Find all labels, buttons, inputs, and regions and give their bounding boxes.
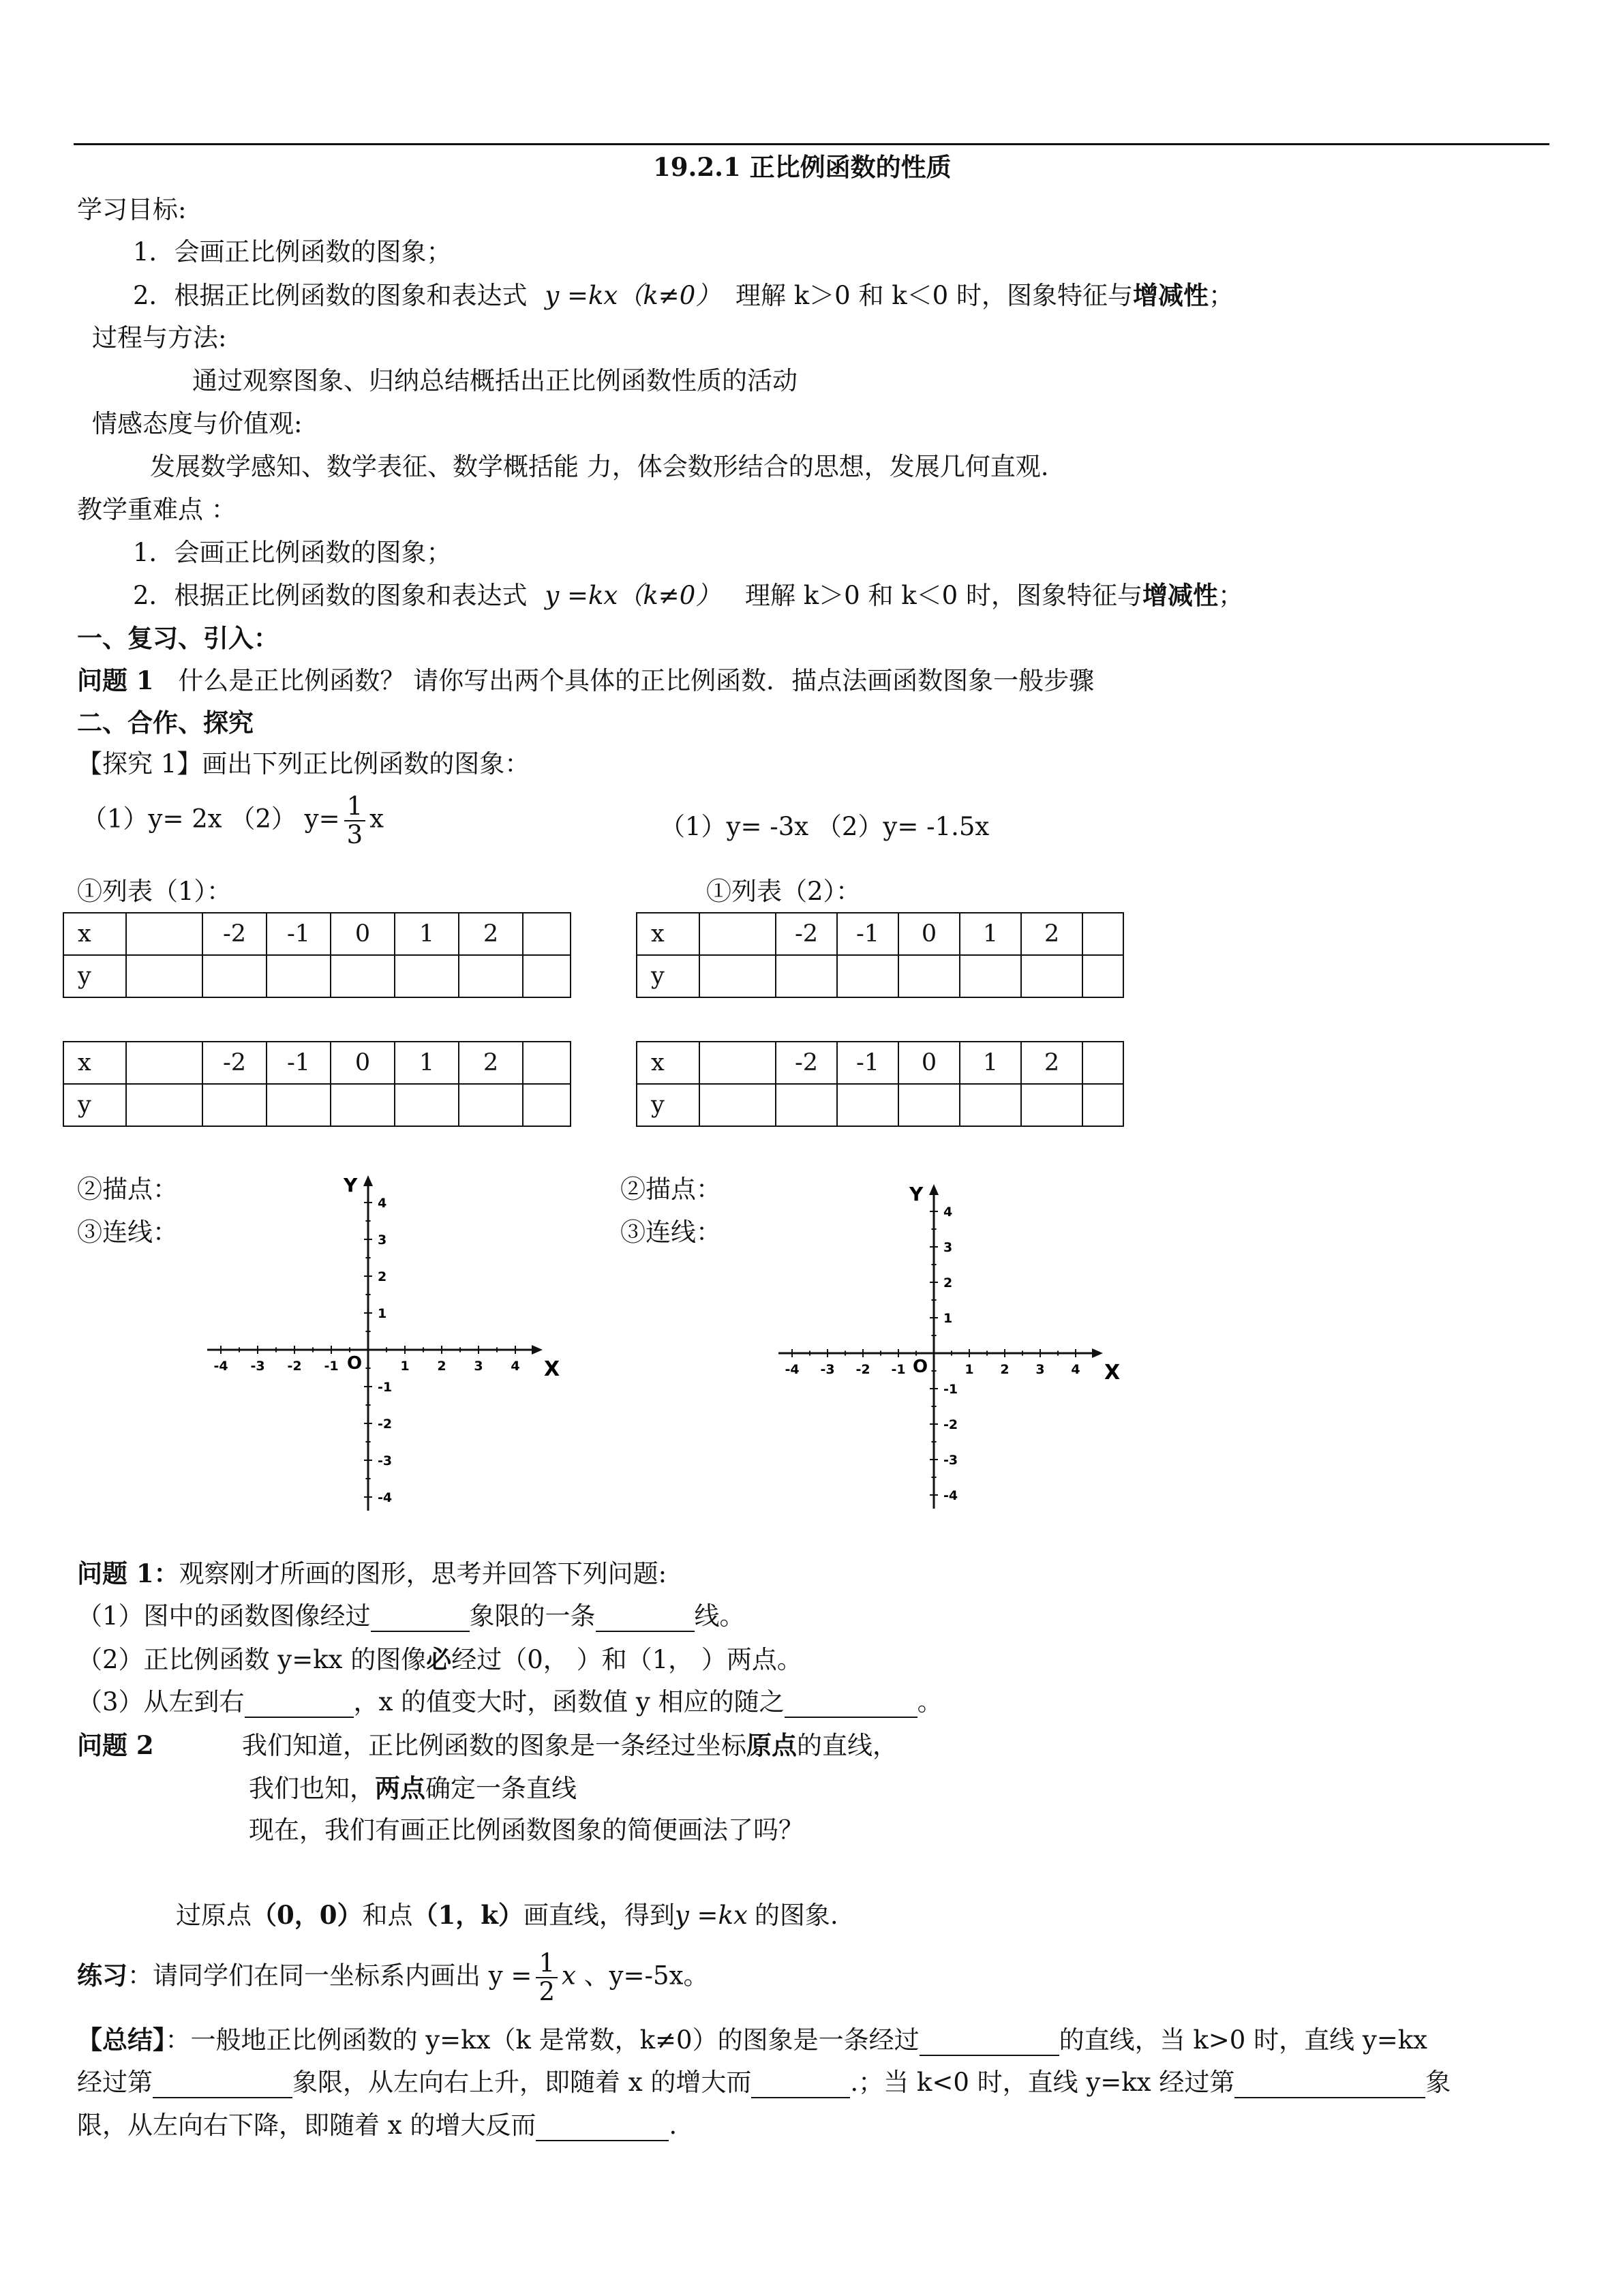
y-axis-arrow-icon	[363, 1175, 373, 1186]
value-table: x -2 -1 0 1 2 y	[636, 912, 1124, 998]
x-tick-label: -2	[855, 1362, 870, 1377]
origin-label: O	[912, 1357, 928, 1377]
step-plot: ②描点：	[620, 1175, 721, 1204]
x-tick-label: -3	[820, 1362, 835, 1377]
step-connect: ③连线：	[620, 1218, 721, 1247]
keypoint-2: 2．根据正比例函数的图象和表达式 y =kx（k≠0） 理解 k＞0 和 k＜0 时，图象特征与增减性；	[133, 580, 1243, 610]
y-tick-label: 1	[943, 1311, 953, 1326]
y-axis-arrow-icon	[929, 1184, 939, 1195]
value-table: x -2 -1 0 1 2 y	[63, 912, 571, 998]
y-tick-label: -3	[378, 1453, 393, 1468]
question1-line3: （3）从左到右 ，x 的值变大时，函数值 y 相应的随之 。	[77, 1687, 943, 1717]
fraction-one-half: $\frac{1}{2}$	[536, 1950, 558, 2006]
x-tick-label: 3	[1035, 1362, 1045, 1377]
x-tick-label: -4	[213, 1359, 228, 1374]
question1-line1: （1）图中的函数图像经过 象限的一条 线。	[77, 1601, 745, 1631]
value-table: x -2 -1 0 1 2 y	[63, 1041, 571, 1127]
question2-line2: 我们也知，两点确定一条直线	[249, 1773, 577, 1803]
y-tick-label: -2	[943, 1417, 958, 1432]
y-tick-label: -3	[943, 1453, 958, 1468]
y-tick-label: 2	[378, 1269, 387, 1284]
summary-line3: 限，从左向右下降，即随着 x 的增大反而 .	[77, 2111, 678, 2140]
practice: 练习：请同学们在同一坐标系内画出 y = $\frac{1}{2}$ x 、y=-5x。	[77, 1948, 709, 2006]
x-tick-label: -2	[287, 1359, 302, 1374]
x-tick-label: 1	[965, 1362, 974, 1377]
y-tick-label: 3	[378, 1233, 387, 1248]
y-axis-label: Y	[909, 1183, 924, 1205]
keypoint-1: 1．会画正比例函数的图象；	[133, 538, 452, 567]
drawing-method: 过原点（0，0）和点（1，k）画直线，得到y =kx 的图象.	[176, 1900, 838, 1930]
section1-heading: 一、复习、引入：	[77, 623, 279, 653]
left-table-label: ①列表（1）：	[77, 877, 232, 906]
right-table-label: ①列表（2）：	[706, 877, 862, 906]
summary-line1: 【总结】：一般地正比例函数的 y=kx（k 是常数，k≠0）的图象是一条经过 的直线，当 k>0 时，直线 y=kx	[77, 2025, 1428, 2055]
origin-label: O	[346, 1353, 363, 1374]
x-tick-label: 4	[1071, 1362, 1080, 1377]
question1-line2: （2）正比例函数 y=kx 的图像必经过（0， ）和（1， ）两点。	[77, 1644, 802, 1674]
section1-question: 问题 1 什么是正比例函数？ 请你写出两个具体的正比例函数．描点法画函数图象一般步骤	[77, 665, 1095, 695]
explore-1: 【探究 1】画出下列正比例函数的图象：	[77, 749, 530, 779]
x-axis-arrow-icon	[1092, 1348, 1103, 1358]
attitude-text: 发展数学感知、数学表征、数学概括能 力，体会数形结合的思想，发展几何直观.	[150, 452, 1049, 481]
y-tick-label: -1	[378, 1380, 393, 1395]
section2-heading: 二、合作、探究	[77, 708, 254, 738]
y-tick-label: 3	[943, 1240, 953, 1255]
coordinate-axes	[774, 1183, 1121, 1507]
y-tick-label: 4	[378, 1196, 387, 1211]
process-heading: 过程与方法:	[92, 323, 227, 352]
x-tick-label: -3	[250, 1359, 265, 1374]
attitude-heading: 情感态度与价值观:	[92, 409, 303, 438]
x-tick-label: -4	[785, 1362, 800, 1377]
question2-label: 问题 2	[77, 1730, 154, 1760]
objective-1: 1．会画正比例函数的图象；	[133, 237, 452, 267]
summary-line2: 经过第 象限，从左向右上升，即随着 x 的增大而 .；当 k<0 时，直线 y=kx 经过第 象	[77, 2068, 1451, 2097]
y-axis-label: Y	[344, 1174, 358, 1196]
step-connect: ③连线：	[77, 1218, 178, 1247]
y-tick-label: -4	[378, 1490, 393, 1505]
left-functions: （1）y= 2x （2） y= $\frac{1}{3}$ x	[82, 791, 384, 849]
process-text: 通过观察图象、归纳总结概括出正比例函数性质的活动	[192, 366, 798, 395]
y-tick-label: 4	[943, 1205, 953, 1220]
objective-2: 2．根据正比例函数的图象和表达式 y =kx（k≠0） 理解 k＞0 和 k＜0 时，图象特征与增减性；	[133, 280, 1234, 310]
y-tick-label: -1	[943, 1382, 958, 1397]
question2-line3: 现在，我们有画正比例函数图象的简便画法了吗？	[249, 1815, 804, 1845]
x-axis-label: X	[1104, 1361, 1121, 1385]
page-title: 19.2.1 正比例函数的性质	[653, 152, 952, 182]
x-tick-label: 2	[1000, 1362, 1010, 1377]
y-tick-label: 2	[943, 1275, 953, 1290]
x-axis-arrow-icon	[532, 1345, 543, 1355]
right-functions: （1）y= -3x （2）y= -1.5x	[660, 812, 990, 841]
keypoints-heading: 教学重难点 ：	[77, 495, 237, 524]
x-tick-label: 2	[437, 1359, 446, 1374]
question2-line1: 我们知道，正比例函数的图象是一条经过坐标原点的直线，	[242, 1730, 898, 1760]
top-rule	[74, 143, 1549, 145]
value-table: x -2 -1 0 1 2 y	[636, 1041, 1124, 1127]
x-tick-label: 1	[400, 1359, 410, 1374]
x-tick-label: -1	[324, 1359, 339, 1374]
x-tick-label: 3	[474, 1359, 483, 1374]
coordinate-axes	[211, 1174, 560, 1505]
question1-intro: 问题 1：观察刚才所画的图形，思考并回答下列问题:	[77, 1558, 667, 1588]
y-tick-label: -2	[378, 1417, 393, 1432]
step-plot: ②描点：	[77, 1175, 178, 1204]
x-tick-label: -1	[891, 1362, 906, 1377]
x-tick-label: 4	[511, 1359, 520, 1374]
fraction-one-third: $\frac{1}{3}$	[344, 793, 366, 849]
y-tick-label: -4	[943, 1488, 958, 1503]
y-tick-label: 1	[378, 1306, 387, 1321]
x-axis-label: X	[544, 1357, 560, 1381]
objectives-heading: 学习目标:	[77, 195, 187, 224]
